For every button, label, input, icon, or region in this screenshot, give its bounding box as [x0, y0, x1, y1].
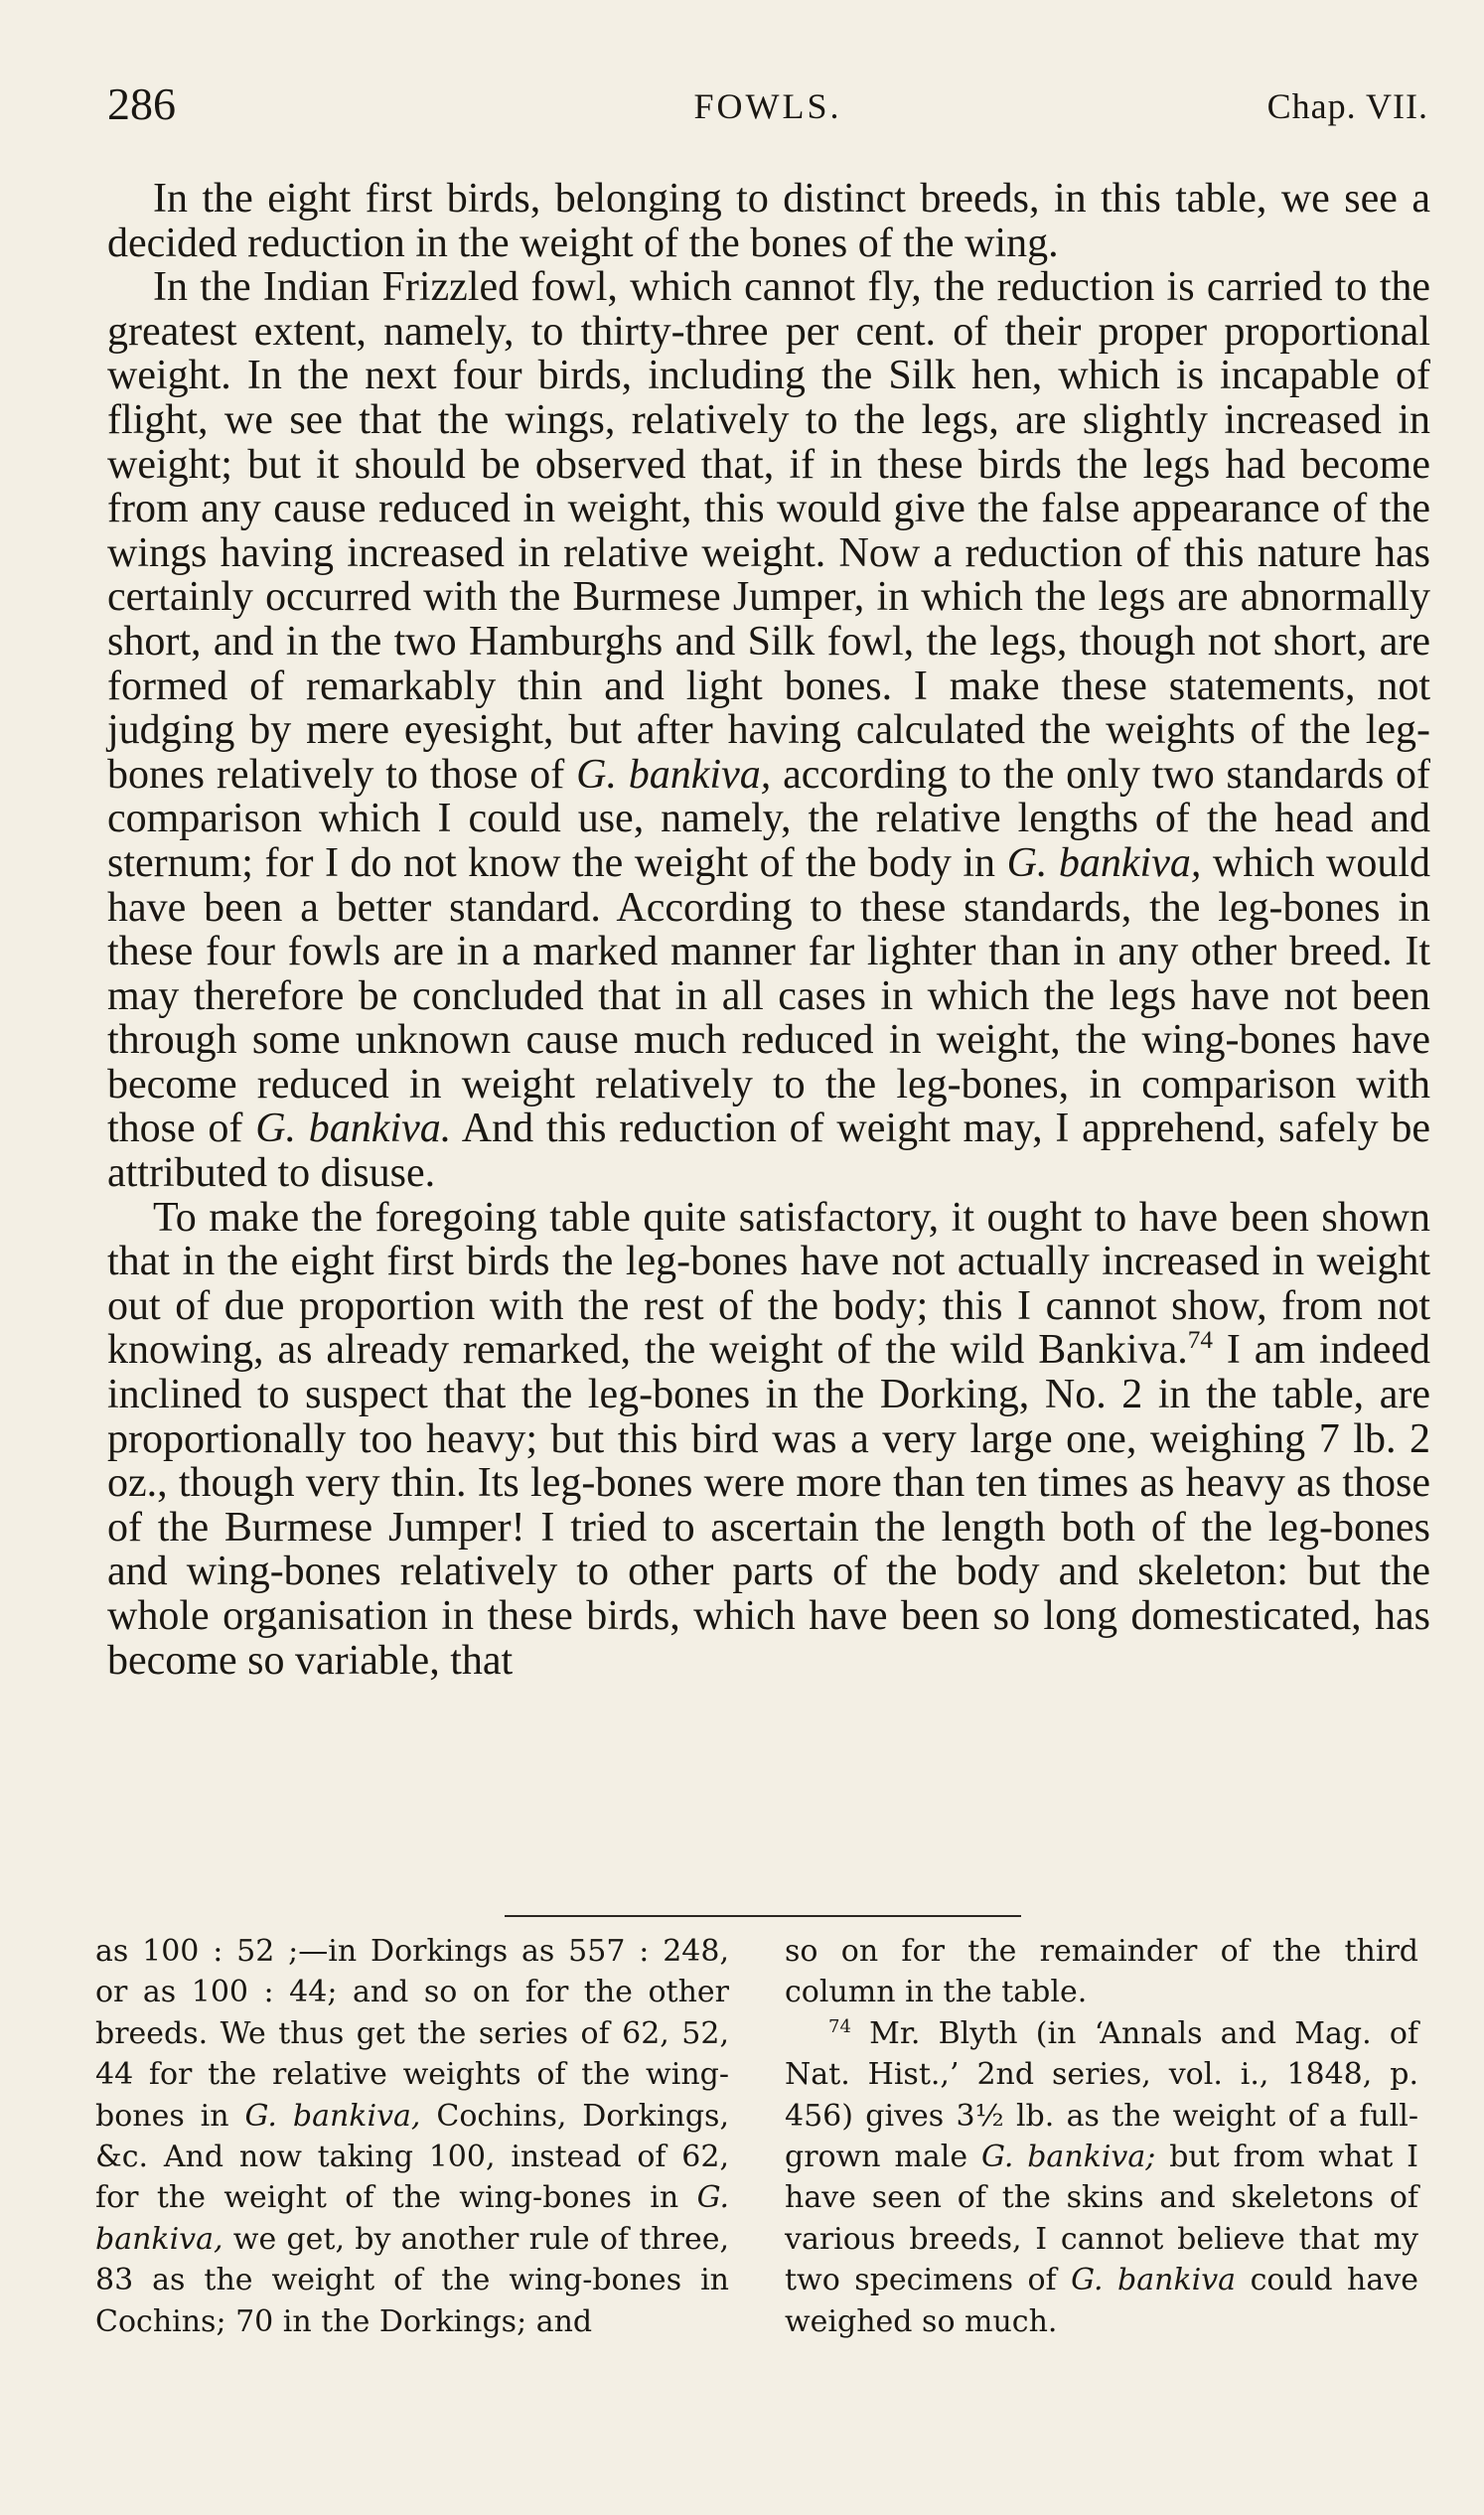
- chapter-label: Chap. VII.: [1266, 86, 1428, 126]
- footnote-column-left: [95, 1931, 729, 2342]
- footnote-column-right: [785, 1931, 1418, 2342]
- footnote-74: $^{74}$ Mr. Blyth (in ‘Annals and Mag. of Nat. Hist.,’ 2nd series, vol. i., 1848, p. 456) gives 3½ lb. as the weight of a full-grown male G. bankiva; but from what I have seen of the skins and skeletons of various breeds, I cannot believe that my two specimens of G. bankiva could have weighed so much.: [785, 2015, 1419, 2339]
- species-name: G. bankiva,: [576, 751, 772, 798]
- footnote-continuation-end: so on for the remainder of the third column in the table.: [785, 1934, 1418, 2010]
- footnote-divider: [505, 1915, 1021, 1917]
- footnote-number: 74: [828, 2015, 851, 2037]
- main-text: [107, 177, 1430, 1683]
- page-number: 286: [107, 78, 176, 129]
- footnote-continuation: as 100 : 52 ;—in Dorkings as 557 : 248, or as 100 : 44; and so on for the other breeds. We thus get the series of 62, 52, 44 for the relative weights of the wing-bones in G. bankiva, Cochins, Dorkings, &c. And now taking 100, instead of 62, for the weight of the wing-bones in G. bankiva, we get, by another rule of three, 83 as the weight of the wing-bones in Cochins; 70 in the Dorkings; and: [95, 1934, 729, 2339]
- paragraph-2: In the Indian Frizzled fowl, which cannot fly, the reduction is carried to the greatest extent, namely, to thirty-three per cent. of their proper proportional weight. In the next four birds, including the Silk hen, which is incapable of flight, we see that the wings, relatively to the legs, are slightly increased in weight; but it should be observed that, if in these birds the legs had become from any cause reduced in weight, this would give the false appearance of the wings having increased in relative weight. Now a reduction of this nature has certainly occurred with the Burmese Jumper, in which the legs are abnormally short, and in the two Hamburghs and Silk fowl, the legs, though not short, are formed of remarkably thin and light bones. I make these statements, not judging by mere eyesight, but after having calculated the weights of the leg-bones relatively to those of G. bankiva, according to the only two standards of comparison which I could use, namely, the relative lengths of the head and sternum; for I do not know the weight of the body in G. bankiva, which would have been a better standard. According to these standards, the leg-bones in these four fowls are in a marked manner far lighter than in any other breed. It may therefore be concluded that in all cases in which the legs have not been through some unknown cause much reduced in weight, the wing-bones have become reduced in weight relatively to the leg-bones, in comparison with those of G. bankiva. And this reduction of weight may, I apprehend, safely be attributed to disuse.: [107, 264, 1431, 1197]
- species-name: G. bankiva.: [255, 1106, 452, 1152]
- chapter-title: FOWLS.: [693, 86, 842, 126]
- paragraph-3: To make the foregoing table quite satisfactory, it ought to have been shown that in the eight first birds the leg-bones have not actually increased in weight out of due proportion with the rest of the body; this I cannot show, from not knowing, as already remarked, the weight of the wild Bankiva.$^{74}$ I am indeed inclined to suspect that the leg-bones in the Dorking, No. 2 in the table, are proportionally too heavy; but this bird was a very large one, weighing 7 lb. 2 oz., though very thin. Its leg-bones were more than ten times as heavy as those of the Burmese Jumper! I tried to ascertain the length both of the leg-bones and wing-bones relatively to other parts of the body and skeleton: but the whole organisation in these birds, which have been so long domesticated, has become so variable, that: [107, 1194, 1431, 1684]
- footnote-reference: 74: [1187, 1327, 1213, 1355]
- species-name: G. bankiva,: [1006, 839, 1202, 886]
- paragraph-1: In the eight first birds, belonging to distinct breeds, in this table, we see a decided reduction in the weight of the bones of the wing.: [107, 176, 1430, 266]
- running-header: [107, 77, 1428, 137]
